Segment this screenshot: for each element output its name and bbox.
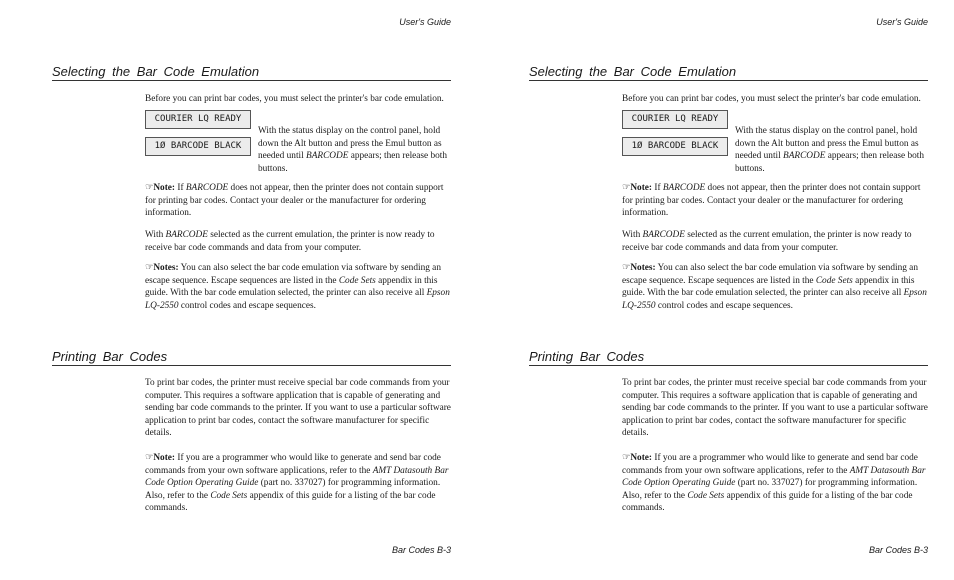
- note2-text-c: appendix in this guide. With the bar code emulation selected, the printer can also receive all: [145, 275, 438, 299]
- running-header: User's Guide: [876, 17, 928, 27]
- instruction-paragraph: [735, 125, 930, 175]
- pointing-hand-icon: ☞: [145, 453, 154, 463]
- pointing-hand-icon: ☞: [145, 183, 154, 193]
- section-title-selecting-emulation: Selecting the Bar Code Emulation: [52, 64, 451, 81]
- note2-text-code-sets: Code Sets: [815, 275, 853, 286]
- note1-text-a: If: [652, 183, 663, 193]
- ready-paragraph: [622, 229, 928, 254]
- note3-text-guide-title: AMT Datasouth Bar Code Option Operating Guide: [622, 465, 926, 489]
- section-title-printing-bar-codes: Printing Bar Codes: [529, 349, 928, 366]
- note-label: Note:: [630, 453, 653, 463]
- note-paragraph-3: [622, 452, 928, 515]
- note3-text-a: If you are a programmer who would like to generate and send bar code commands from your own software applications, refer to the: [145, 453, 441, 476]
- note3-text-e: appendix of this guide for a listing of the bar code commands.: [145, 490, 436, 514]
- pointing-hand-icon: ☞: [622, 183, 631, 193]
- ready-text-c: selected as the current emulation, the printer is now ready to receive bar code commands and data from your computer.: [145, 230, 435, 253]
- ready-text-emphasis: BARCODE: [642, 230, 685, 240]
- pointing-hand-icon: ☞: [622, 263, 631, 273]
- ready-paragraph: [145, 229, 451, 254]
- note-label: Note:: [630, 183, 653, 193]
- note-paragraph-1: [145, 182, 451, 220]
- instruction-text-emphasis: BARCODE: [783, 151, 826, 162]
- note3-text-a: If you are a programmer who would like to generate and send bar code commands from your own software applications, refer to the: [622, 453, 918, 476]
- note3-text-c: (part no. 337027) for programming information. Also, refer to the: [622, 478, 918, 501]
- ready-text-c: selected as the current emulation, the printer is now ready to receive bar code commands and data from your computer.: [622, 230, 912, 253]
- note1-text-c: does not appear, then the printer does not contain support for printing bar codes. Contact your dealer or the manufacturer for ordering information.: [145, 183, 444, 219]
- note-label: Note:: [153, 183, 176, 193]
- note-paragraph-1: [622, 182, 928, 220]
- note2-text-epson: Epson LQ-2550: [145, 288, 450, 311]
- running-header: User's Guide: [399, 17, 451, 27]
- instruction-paragraph: [258, 125, 453, 175]
- note2-text-a: You can also select the bar code emulation via software by sending an escape sequence. Escape sequences are listed in the: [622, 263, 918, 286]
- note2-text-a: You can also select the bar code emulation via software by sending an escape sequence. Escape sequences are listed in the: [145, 263, 441, 286]
- pointing-hand-icon: ☞: [145, 263, 154, 273]
- note-paragraph-2: [145, 262, 451, 312]
- print-paragraph: To print bar codes, the printer must receive special bar code commands from your computer. This requires a software application that is capable of generating and sending bar code commands to the printer. If you want to use a particular software application to print bar codes, contact the software manufacturer for specific details.: [622, 378, 928, 439]
- note3-text-e: appendix of this guide for a listing of the bar code commands.: [622, 490, 913, 514]
- instruction-text-a: With the status display on the control panel, hold down the Alt button and press the Emul button as needed until: [258, 126, 442, 162]
- section-title-printing-bar-codes: Printing Bar Codes: [52, 349, 451, 366]
- note2-text-e: control codes and escape sequences.: [655, 300, 793, 311]
- note1-text-emphasis: BARCODE: [662, 183, 706, 193]
- note-label: Note:: [153, 453, 176, 463]
- instruction-text-c: appears; then release both buttons.: [735, 151, 924, 174]
- note2-text-epson: Epson LQ-2550: [622, 288, 927, 311]
- note-paragraph-3: [145, 452, 451, 515]
- instruction-text-emphasis: BARCODE: [306, 151, 349, 162]
- intro-paragraph: Before you can print bar codes, you must select the printer's bar code emulation.: [145, 94, 444, 104]
- note2-text-e: control codes and escape sequences.: [178, 300, 316, 311]
- note1-text-c: does not appear, then the printer does not contain support for printing bar codes. Contact your dealer or the manufacturer for ordering information.: [622, 183, 921, 219]
- note3-text-code-sets: Code Sets: [210, 490, 248, 501]
- ready-text-a: With: [622, 230, 643, 240]
- note1-text-a: If: [175, 183, 186, 193]
- note2-text-code-sets: Code Sets: [338, 275, 376, 286]
- notes-label: Notes:: [630, 263, 656, 273]
- print-paragraph: To print bar codes, the printer must receive special bar code commands from your computer. This requires a software application that is capable of generating and sending bar code commands to the printer. If you want to use a particular software application to print bar codes, contact the software manufacturer for specific details.: [145, 378, 451, 439]
- instruction-text-a: With the status display on the control panel, hold down the Alt button and press the Emul button as needed until: [735, 126, 919, 162]
- page-footer: Bar Codes B-3: [868, 545, 928, 555]
- ready-text-emphasis: BARCODE: [165, 230, 208, 240]
- pointing-hand-icon: ☞: [622, 453, 631, 463]
- instruction-text-c: appears; then release both buttons.: [258, 151, 447, 174]
- note3-text-guide-title: AMT Datasouth Bar Code Option Operating Guide: [145, 465, 449, 489]
- page-footer: Bar Codes B-3: [391, 545, 451, 555]
- ready-text-a: With: [145, 230, 166, 240]
- lcd-display-line-1: COURIER LQ READY: [622, 110, 728, 129]
- lcd-display-line-2: 1Ø BARCODE BLACK: [622, 137, 728, 156]
- lcd-display-line-1: COURIER LQ READY: [145, 110, 251, 129]
- section-title-selecting-emulation: Selecting the Bar Code Emulation: [529, 64, 928, 81]
- note3-text-code-sets: Code Sets: [687, 490, 725, 501]
- note-paragraph-2: [622, 262, 928, 312]
- note1-text-emphasis: BARCODE: [185, 183, 229, 193]
- note3-text-c: (part no. 337027) for programming information. Also, refer to the: [145, 478, 441, 501]
- right-page: [477, 0, 954, 580]
- notes-label: Notes:: [153, 263, 179, 273]
- lcd-display-line-2: 1Ø BARCODE BLACK: [145, 137, 251, 156]
- note2-text-c: appendix in this guide. With the bar code emulation selected, the printer can also receive all: [622, 275, 915, 299]
- intro-paragraph: Before you can print bar codes, you must select the printer's bar code emulation.: [622, 94, 921, 104]
